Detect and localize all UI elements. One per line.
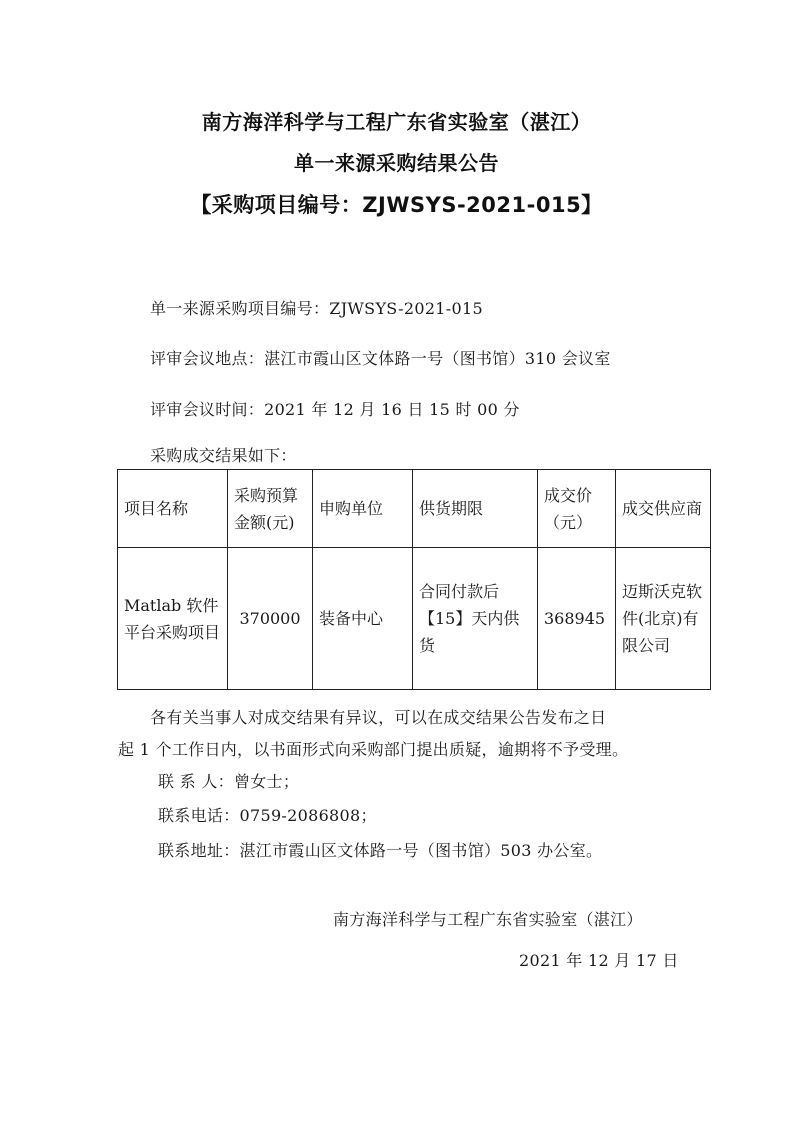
- table-header-row: [118, 470, 711, 548]
- result-table: [117, 469, 711, 690]
- objection-notice-line1: 各有关当事人对成交结果有异议，可以在成交结果公告发布之日: [150, 708, 607, 727]
- table-cell-project-name: Matlab 软件平台采购项目: [118, 548, 228, 690]
- table-header-cell: 项目名称: [118, 470, 228, 548]
- project-number-line: 单一来源采购项目编号：ZJWSYS-2021-015: [150, 299, 483, 318]
- signature-organization: 南方海洋科学与工程广东省实验室（湛江）: [333, 910, 643, 929]
- result-intro-line: 采购成交结果如下：: [150, 446, 297, 465]
- meeting-location-line: 评审会议地点：湛江市霞山区文体路一号（图书馆）310 会议室: [150, 349, 611, 368]
- table-cell-department: 装备中心: [313, 548, 413, 690]
- table-header-cell: 供货期限: [413, 470, 538, 548]
- title-announcement: 单一来源采购结果公告: [294, 151, 499, 175]
- table-cell-budget: 370000: [228, 548, 313, 690]
- table-header-cell: 成交供应商: [616, 470, 711, 548]
- contact-phone: 联系电话：0759-2086808；: [158, 806, 377, 825]
- signature-date: 2021 年 12 月 17 日: [519, 951, 679, 970]
- table-row: [118, 548, 711, 690]
- meeting-time-line: 评审会议时间：2021 年 12 月 16 日 15 时 00 分: [150, 400, 520, 419]
- contact-person: 联 系 人：曾女士；: [158, 772, 300, 791]
- objection-notice-line2: 起 1 个工作日内，以书面形式向采购部门提出质疑，逾期将不予受理。: [118, 740, 629, 759]
- table-cell-delivery-period: 合同付款后【15】天内供货: [413, 548, 538, 690]
- table-header-cell: 成交价（元）: [538, 470, 616, 548]
- table-header-cell: 采购预算金额(元): [228, 470, 313, 548]
- title-organization: 南方海洋科学与工程广东省实验室（湛江）: [201, 110, 592, 134]
- contact-address: 联系地址：湛江市霞山区文体路一号（图书馆）503 办公室。: [158, 841, 603, 860]
- table-cell-deal-price: 368945: [538, 548, 616, 690]
- title-project-number: 【采购项目编号：ZJWSYS-2021-015】: [190, 193, 603, 217]
- table-cell-supplier: 迈斯沃克软件(北京)有限公司: [616, 548, 711, 690]
- table-header-cell: 申购单位: [313, 470, 413, 548]
